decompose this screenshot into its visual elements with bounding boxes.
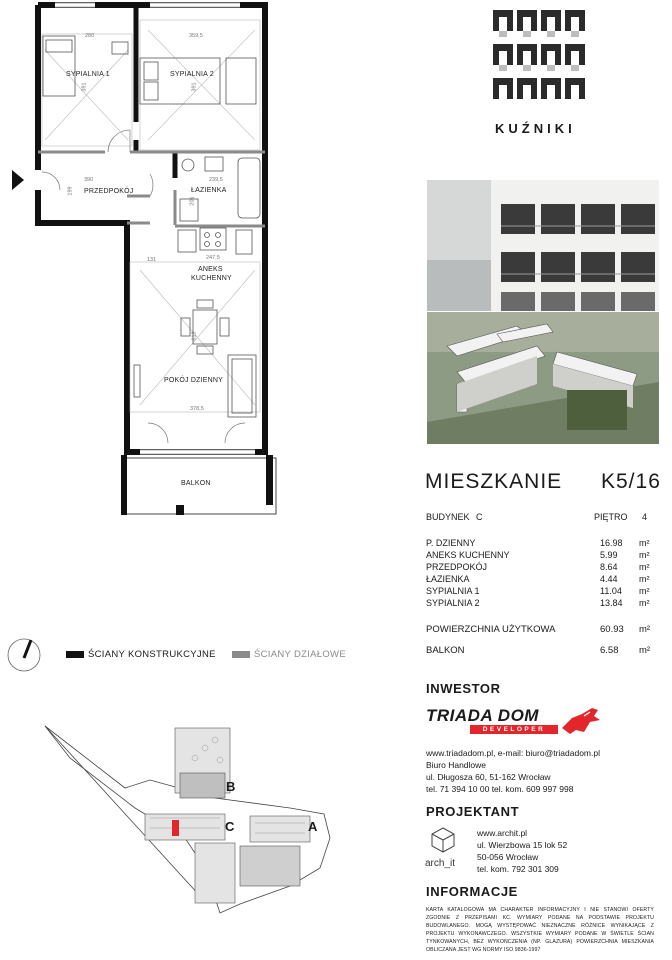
room-area: 5.99 [600, 550, 618, 560]
archit-logo-text: arch_it [425, 858, 456, 869]
area-unit: m² [639, 645, 651, 656]
building-value: C [476, 512, 483, 522]
entrance-arrow-icon [12, 170, 24, 190]
info-text: KARTA KATALOGOWA MA CHARAKTER INFORMACYJNY I NIE STANOWI OFERTY ZGODNIE Z PRZEPISAMI KC. WYMIARY PODANE NA PODSTAWIE PROJEKTU BUDOWLANEGO. MOGĄ WYSTĘPOWAĆ NIEZNACZNE RÓŻNICE WYNIKAJĄCE Z PROJEKTU WYKONAWCZEGO. WSZYSTKIE WYMIARY PODANE W ŚWIETLE ŚCIAN TYNKOWANYCH, BEZ WYKOŃCZENIA (NP. GLAZURA) POWIERZCHNIA MIESZKANIA OBLICZANA JEST WG NORMY ISO 9836-1997 [426, 907, 654, 953]
building-facade-photo [427, 180, 659, 311]
site-label-c: C [225, 819, 235, 834]
estate-aerial-photo [427, 312, 659, 444]
room-name: SYPIALNIA 2 [426, 598, 480, 608]
archit-cube-icon [430, 826, 456, 854]
dimension: 239,5 [209, 177, 223, 183]
building-floor-row [426, 511, 652, 523]
structural-wall-swatch [66, 651, 84, 658]
site-plan-map [40, 718, 340, 918]
triada-logo-sub: DEVELOPER [470, 725, 558, 734]
room-name: SYPIALNIA 1 [426, 586, 480, 596]
apartment-code: K5/16 [601, 470, 661, 493]
apartment-title: MIESZKANIE [425, 470, 563, 493]
room-label-living: POKÓJ DZIENNY [164, 377, 223, 384]
bull-logo-icon [560, 704, 602, 736]
investor-contact: www.triadadom.pl, e-mail: biuro@triadadom.pl [426, 748, 600, 758]
compass-icon [4, 635, 44, 675]
dimension: 619 [191, 331, 198, 341]
usable-area-value: 60.93 [600, 624, 624, 635]
floor-value: 4 [642, 512, 648, 522]
room-label-bathroom: ŁAZIENKA [191, 187, 227, 194]
dimension: 391 [81, 82, 88, 92]
partition-wall-swatch [232, 651, 250, 658]
room-name: ŁAZIENKA [426, 574, 470, 584]
room-area: 11.04 [600, 586, 622, 596]
investor-office: Biuro Handlowe [426, 760, 487, 770]
balcony-area-row [426, 645, 652, 657]
room-label-kitchen-2: KUCHENNY [191, 275, 232, 282]
dimension: 391 [191, 82, 198, 92]
site-label-a: A [308, 819, 318, 834]
building-label: BUDYNEK [426, 512, 470, 522]
room-area-row [426, 597, 652, 609]
dimension: 201 [189, 196, 196, 206]
area-unit: m² [639, 550, 650, 560]
room-name: ANEKS KUCHENNY [426, 550, 510, 560]
designer-phone: tel. kom. 792 301 309 [477, 864, 559, 874]
room-area-row [426, 549, 652, 561]
investor-phone: tel. 71 394 10 00 tel. kom. 609 997 998 [426, 784, 574, 794]
floor-label: PIĘTRO [594, 512, 628, 522]
room-area-row [426, 561, 652, 573]
area-unit: m² [639, 574, 650, 584]
room-label-balcony: BALKON [181, 480, 211, 487]
dimension: 247,5 [206, 255, 220, 261]
area-unit: m² [639, 624, 651, 635]
area-unit: m² [639, 562, 650, 572]
balcony-area-value: 6.58 [600, 645, 619, 656]
usable-area-label: POWIERZCHNIA UŻYTKOWA [426, 624, 556, 635]
designer-address2: 50-056 Wrocław [477, 852, 539, 862]
investor-heading: INWESTOR [426, 681, 501, 696]
area-unit: m² [639, 538, 650, 548]
dimension: 131 [147, 257, 157, 263]
usable-area-row [426, 624, 652, 636]
room-area: 8.64 [600, 562, 618, 572]
area-unit: m² [639, 586, 650, 596]
site-label-b: B [226, 779, 236, 794]
room-area-row [426, 585, 652, 597]
investor-address: ul. Długosza 60, 51-162 Wrocław [426, 772, 551, 782]
selected-unit-marker [172, 820, 179, 836]
room-name: P. DZIENNY [426, 538, 476, 548]
room-area-row [426, 573, 652, 585]
room-area: 4.44 [600, 574, 618, 584]
room-area: 13.84 [600, 598, 623, 608]
room-label-bedroom2: SYPIALNIA 2 [170, 71, 214, 78]
brand-name: KUŹNIKI [495, 121, 576, 136]
triada-logo-main: TRIADA DOM [426, 706, 539, 725]
dimension: 359,5 [189, 33, 203, 39]
room-label-hall: PRZEDPOKÓJ [84, 188, 134, 195]
legend-partition: ŚCIANY DZIAŁOWE [254, 649, 346, 660]
room-area-row [426, 537, 652, 549]
dimension: 199 [67, 186, 74, 196]
room-label-bedroom1: SYPIALNIA 1 [66, 71, 110, 78]
room-area: 16.98 [600, 538, 623, 548]
room-name: PRZEDPOKÓJ [426, 562, 488, 572]
info-heading: INFORMACJE [426, 884, 518, 899]
designer-web: www.archit.pl [477, 828, 528, 838]
legend-structural: ŚCIANY KONSTRUKCYJNE [88, 649, 216, 660]
balcony-area-label: BALKON [426, 645, 465, 656]
room-label-kitchen-1: ANEKS [198, 266, 223, 273]
dimension: 378,5 [190, 406, 204, 412]
designer-address1: ul. Wierzbowa 15 lok 52 [477, 840, 568, 850]
designer-heading: PROJEKTANT [426, 804, 520, 819]
dimension: 390 [84, 177, 94, 183]
area-unit: m² [639, 598, 650, 608]
dimension: 280 [85, 33, 95, 39]
kuzniki-logo-icon [493, 10, 587, 108]
